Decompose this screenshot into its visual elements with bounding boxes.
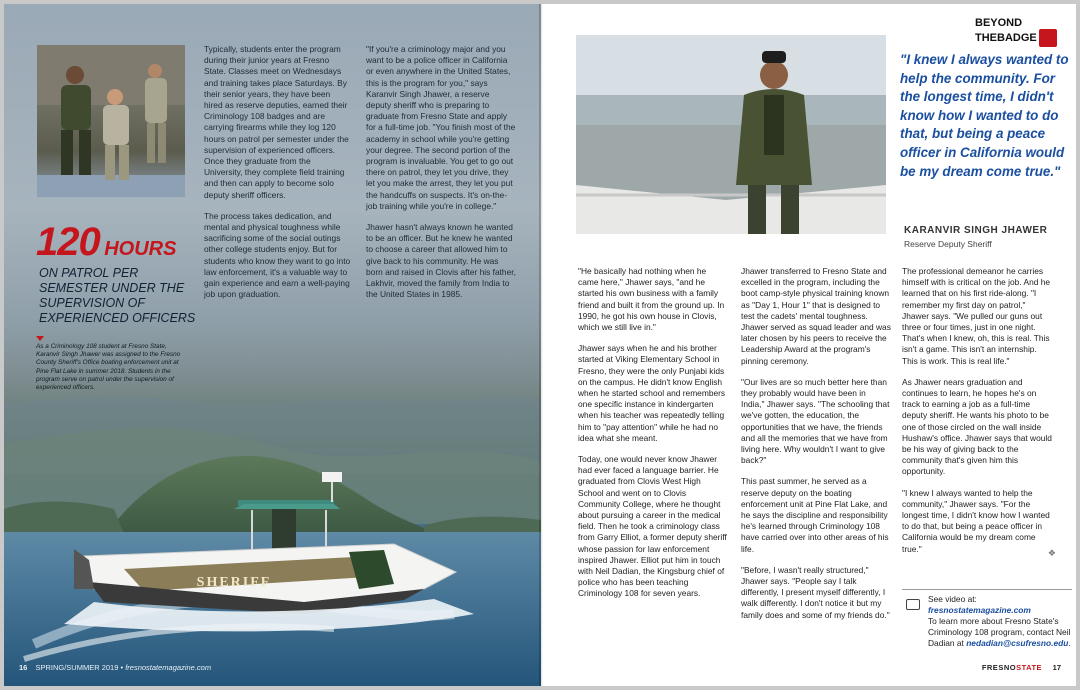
hero-number: 120 bbox=[36, 220, 100, 264]
email-link[interactable]: nedadian@csufresno.edu bbox=[966, 638, 1069, 648]
paragraph: This past summer, he served as a reserve deputy on the boating enforcement unit at Pine Flat Lake, and he says the discipline and responsibility he's learned through Criminology 108 have carried over into other areas of his life. bbox=[741, 476, 889, 554]
video-url-link[interactable]: fresnostatemagazine.com bbox=[928, 605, 1031, 615]
video-icon bbox=[906, 599, 920, 610]
paragraph: "I knew I always wanted to help the community," Jhawer says. "For the longest time, I didn't know how I wanted to do that, but being a peace officer in California would be my dream come true." bbox=[902, 487, 1050, 554]
paragraph: "If you're a criminology major and you want to be a police officer in California or even anywhere in the United States, this is the program for you," says Karanvir Singh Jhawer, a reserve deputy sheriff who is preparing to graduate from Fresno State and apply for a full-time job. "You finish most of the academy in school while you're getting your degree. The second portion of the program is invaluable. You get to go out there on patrol, they let you drive, they let you make the arrest, they let you put the handcuffs on suspects. It's on-the-job training while you're in college." bbox=[366, 44, 516, 211]
section-brand-beyond-the-badge bbox=[975, 18, 1057, 47]
brand-word-the: THE bbox=[975, 31, 997, 44]
paragraph: The process takes dedication, and mental and physical toughness while sacrificing some of the social outings other college students enjoy. But for students who know they want to go into law enforcement, it's a valuable way to gain experience and earn a well-paying job upon graduation. bbox=[204, 210, 351, 300]
brand-line-1: BEYOND bbox=[975, 17, 1023, 29]
learn-more-text bbox=[928, 616, 1072, 649]
page-number: 17 bbox=[1052, 663, 1061, 672]
paragraph: As Jhawer nears graduation and continues to learn, he hopes he's on track to earning a job as a full-time deputy sheriff. He wants his photo to be one of those circled on the wall inside Hushaw's office. Jhawer says that would be his way of giving back to the community that's given him this opportunity. bbox=[902, 376, 1052, 477]
paragraph: "Before, I wasn't really structured," Jhawer says. "People say I talk differently, I present myself differently, I walk differently. I don't notice it but my family does and some of my friends do." bbox=[741, 564, 890, 620]
officer-scene bbox=[576, 35, 886, 234]
email-period: . bbox=[1068, 638, 1071, 648]
paragraph: Jhawer transferred to Fresno State and excelled in the program, including the boot camp-style physical training known as "Day 1, Hour 1" that is designed to test the cadets' mental toughness. Jhawer served as squad leader and was later chosen by his peers to receive the Leadership Award at the program's pinning ceremony. bbox=[741, 266, 891, 366]
left-page bbox=[4, 4, 541, 686]
brand-word-badge: BADGE bbox=[997, 31, 1037, 44]
paragraph: Jhawer says when he and his brother started at Viking Elementary School in Fresno, they were the only Punjabi kids on the campus. He didn't know English when he started school and remembers one specific instance in kindergarten when his teacher was repeatedly telling him to "pay attention" while he had no idea what she meant. bbox=[578, 343, 726, 443]
paragraph: Today, one would never know Jhawer had ever faced a language barrier. He graduated from Clovis West High School and went on to Clovis Community College, where he thought about pursuing a career in the medical field. Then he took a criminology class from Garry Elliot, a former deputy sheriff whose passion for law enforcement inspired Jhawer. Elliot put him in touch with Neil Dadian, the Kingsburg chief of police who has been teaching Criminology 108 for seven years. bbox=[578, 454, 727, 599]
video-callout-rule bbox=[902, 589, 1072, 590]
video-callout bbox=[902, 589, 1072, 649]
paragraph: "Our lives are so much better here than they probably would have been in India," Jhawer says. "The schooling that we've gotten, the education, the opportunities that we have, the friends and all the memories that we have from living here. Why wouldn't I want to give back?" bbox=[741, 376, 890, 466]
hero-unit: HOURS bbox=[104, 238, 177, 260]
pull-quote: "I knew I always wanted to help the community. For the longest time, I didn't know how I wanted to do that, but being a peace officer in California would be my dream come true." bbox=[900, 52, 1069, 179]
left-folio bbox=[19, 663, 211, 672]
video-callout-text bbox=[928, 594, 1072, 649]
logo-word-state: STATE bbox=[1016, 663, 1043, 672]
fresno-state-logo bbox=[982, 663, 1045, 672]
right-column-2 bbox=[741, 266, 891, 631]
badge-108-icon bbox=[1039, 29, 1057, 47]
boat-sheriff-text: SHERIFF bbox=[196, 575, 272, 590]
quote-attribution-name: KARANVIR SINGH JHAWER bbox=[904, 225, 1048, 236]
site-link[interactable]: fresnostatemagazine.com bbox=[125, 663, 212, 672]
video-label: See video at: bbox=[928, 594, 977, 604]
paragraph: "He basically had nothing when he came here," Jhawer says, "and he started his own business with a family friend and built it from the ground up. In 1990, he got his own house in Clovis, which we still live in." bbox=[578, 266, 725, 333]
issue-label: SPRING/SUMMER 2019 bbox=[35, 663, 119, 672]
hero-subtitle: ON PATROL PER SEMESTER UNDER THE SUPERVISION OF EXPERIENCED OFFICERS bbox=[39, 266, 196, 325]
sheriff-boat bbox=[4, 4, 541, 686]
paw-end-icon: ❖ bbox=[1047, 547, 1056, 558]
learn-more-label: To learn more about Fresno State's Criminology 108 program, contact Neil Dadian at bbox=[928, 616, 1071, 648]
brand-line-2 bbox=[975, 29, 1057, 47]
page-number: 16 bbox=[19, 663, 28, 672]
folio-bullet: • bbox=[120, 663, 126, 672]
right-column-3 bbox=[902, 266, 1056, 565]
right-column-1 bbox=[578, 266, 728, 610]
officer-photo bbox=[576, 35, 886, 234]
right-folio bbox=[982, 663, 1061, 672]
logo-word-fresno: FRESNO bbox=[981, 663, 1017, 672]
paragraph: Jhawer hasn't always known he wanted to be an officer. But he knew he wanted to choose a career that allowed him to give back to his community. He was born and raised in Clovis after his father, Lakhvir, moved the family from India to the United States in 1985. bbox=[366, 222, 516, 300]
paragraph: The professional demeanor he carries himself with is critical on the job. And he learned that on his first ride-along. "I remember my first day on patrol," Jhawer says. "We pulled our guns out three or four times, just in one night. That's when I knew, oh, this is real. This isn't a game. This isn't an internship. This is work. This is real life." bbox=[902, 266, 1051, 366]
magazine-spread bbox=[4, 4, 1076, 686]
quote-attribution-role: Reserve Deputy Sheriff bbox=[904, 239, 992, 249]
paragraph: Typically, students enter the program during their junior years at Fresno State. Classes meet on Wednesdays and training takes place Saturdays. By their senior years, they have been hired as reserve deputies, earned their Criminology 108 badges and are carrying firearms while they log 120 hours on patrol per semester under the supervision of experienced officers. Once they graduate from the University, they complete field training and then can apply to become solo deputy sheriff officers. bbox=[204, 44, 349, 200]
right-page bbox=[543, 4, 1076, 686]
photo-caption: As a Criminology 108 student at Fresno State, Karanvir Singh Jhawer was assigned to the Fresno County Sheriff's Office boating enforcement unit at Pine Flat Lake in summer 2018. Students in the program serve on patrol under the supervision of experienced officers. bbox=[36, 343, 181, 392]
